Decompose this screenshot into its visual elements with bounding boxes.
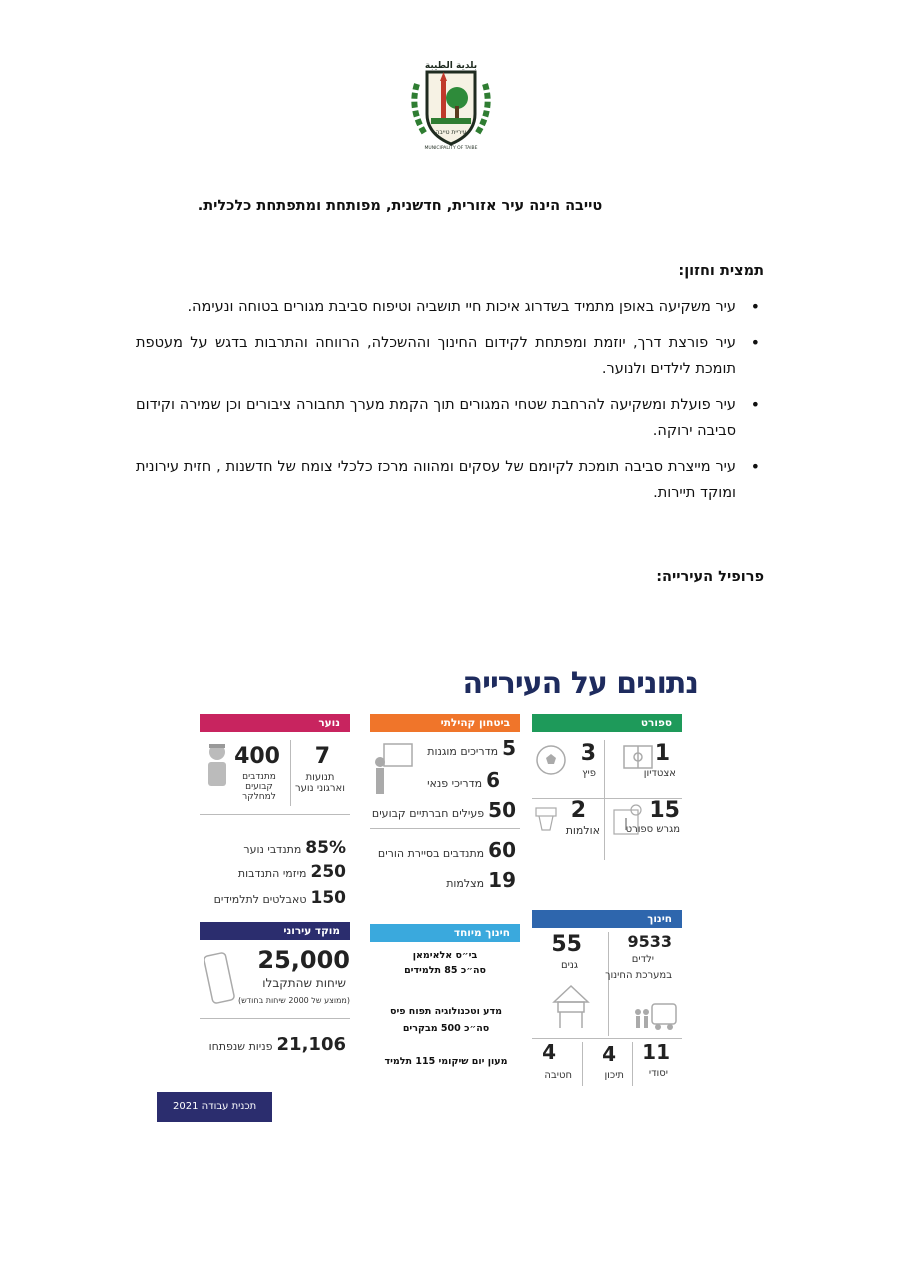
sport-panel	[532, 714, 682, 864]
special-ed-item: מדע וטכנולוגיה תפוח פיס סה״כ 500 מבקרים	[390, 1006, 502, 1034]
special-ed-panel	[370, 924, 520, 1084]
school-bus-icon	[632, 1000, 678, 1032]
security-row: 60 מתנדבים בסיירת הורים	[377, 838, 516, 862]
municipality-seal-icon	[407, 54, 495, 152]
special-ed-header: חינוך מיוחד	[370, 924, 520, 942]
school-elementary-label: יסודי	[648, 1068, 668, 1079]
kindergartens-count: 55	[551, 932, 582, 957]
youth-stat: 150 טאבלטים לתלמידים	[213, 888, 346, 908]
security-row: 5 מדריכים מוגנות	[427, 736, 516, 760]
stadium-count: 1	[654, 741, 670, 766]
stadium-label: אצטדיון	[643, 768, 676, 779]
calls-note: (ממוצע של 2000 שיחות בחודש)	[238, 996, 350, 1005]
youth-orgs-count: 7	[314, 744, 330, 769]
municipality-logo	[407, 54, 495, 152]
halls-count: 2	[570, 798, 586, 823]
city-data-infographic	[150, 660, 710, 1130]
education-panel	[532, 910, 682, 1090]
youth-header: נוער	[200, 714, 350, 732]
vision-item: • עיר פורצת דרך, יוזמת ומפתחת לקידום החינוך וההשכלה, הרווחה והתרבות בדגש על מעטפת תומכת לילדים ולנוער.	[136, 330, 764, 382]
work-plan-badge: תכנית עבודה 2021	[157, 1092, 272, 1122]
municipal-hotline-panel	[200, 922, 350, 1072]
halls-label: אולמות	[565, 824, 600, 837]
school-high-label: תיכון	[604, 1070, 624, 1081]
profile-heading: פרופיל העירייה:	[656, 569, 764, 585]
kindergartens-label: גנים	[561, 960, 578, 971]
soccer-ball-icon	[535, 744, 567, 776]
youth-panel	[200, 714, 350, 914]
youth-person-icon	[202, 740, 232, 790]
tagline: טייבה הינה עיר אזורית, חדשנית, מפותחת ומתפתחת כלכלית.	[197, 198, 603, 214]
school-middle-label: חטיבה	[544, 1070, 572, 1081]
municipal-hotline-header: מוקד עירוני	[200, 922, 350, 940]
svg-text:بلدية الطيبة: بلدية الطيبة	[424, 61, 478, 71]
playground-icon	[550, 982, 592, 1032]
vision-list	[136, 294, 764, 516]
youth-volunteers-label: מתנדבים קבועים למחלקר	[242, 772, 276, 802]
security-header: ביטחון קהילתי	[370, 714, 520, 732]
calls-count: 25,000	[257, 946, 350, 974]
sport-field-count: 15	[649, 798, 680, 823]
basketball-hoop-icon	[534, 806, 558, 836]
students-label: ילדים	[631, 954, 654, 965]
vision-item: • עיר מייצרת סביבה תומכת לקיומם של עסקים ומהווה מרכז כלכלי צומח של חדשנות , חזית עירונית ומוקד תיירות.	[136, 454, 764, 506]
pitch-count: 3	[580, 741, 596, 766]
special-ed-item: בי״ס אלאימאן סה״כ 85 תלמידים	[404, 950, 486, 976]
youth-stat: 250 מיזמי התנדבות	[237, 862, 346, 882]
infographic-title: נתונים על העירייה	[462, 666, 698, 701]
students-label-2: במערכת החינוך	[605, 970, 672, 981]
security-row: 19 מצלמות	[446, 868, 516, 892]
students-count: 9533	[627, 932, 672, 951]
security-row: 6 מדריכי פנאי	[427, 768, 500, 792]
youth-stat: 85% מתנדבי נוער	[243, 838, 346, 858]
sport-field-label: מגרש ספורט	[625, 824, 680, 835]
youth-volunteers-count: 400	[234, 744, 280, 769]
instructor-board-icon	[372, 740, 414, 800]
education-header: חינוך	[532, 910, 682, 928]
calls-label: שיחות שהתקבלו	[262, 976, 346, 990]
youth-orgs-label: תנועות וארגוני נוער	[295, 772, 345, 794]
svg-text:MUNICIPALITY OF TAIBE: MUNICIPALITY OF TAIBE	[424, 146, 478, 151]
special-ed-item: מעון יום שיקומי 115 תלמיד	[384, 1056, 508, 1067]
school-high-count: 4	[602, 1042, 616, 1066]
smartphone-icon	[204, 950, 238, 1010]
requests-stat: 21,106 פניות שנפתחו	[208, 1034, 346, 1055]
security-panel	[370, 714, 520, 904]
svg-text:עיריית טייבה: עיריית טייבה	[435, 129, 467, 136]
school-elementary-count: 11	[642, 1040, 670, 1064]
pitch-label: פיץ	[582, 768, 596, 779]
security-row: 50 פעילים חברתיים קבועים	[371, 798, 516, 822]
vision-item: • עיר משקיעה באופן מתמיד בשדרוג איכות חיי תושביה וטיפוח סביבת מגורים בטוחה ונעימה.	[136, 294, 764, 320]
sport-header: ספורט	[532, 714, 682, 732]
vision-heading: תמצית וחזון:	[678, 263, 764, 279]
school-middle-count: 4	[542, 1040, 556, 1064]
vision-item: • עיר פועלת ומשקיעה להרחבת שטחי המגורים תוך הקמת מערך תחבורה ציבורים וכן שמירה וקידום סביבה ירוקה.	[136, 392, 764, 444]
